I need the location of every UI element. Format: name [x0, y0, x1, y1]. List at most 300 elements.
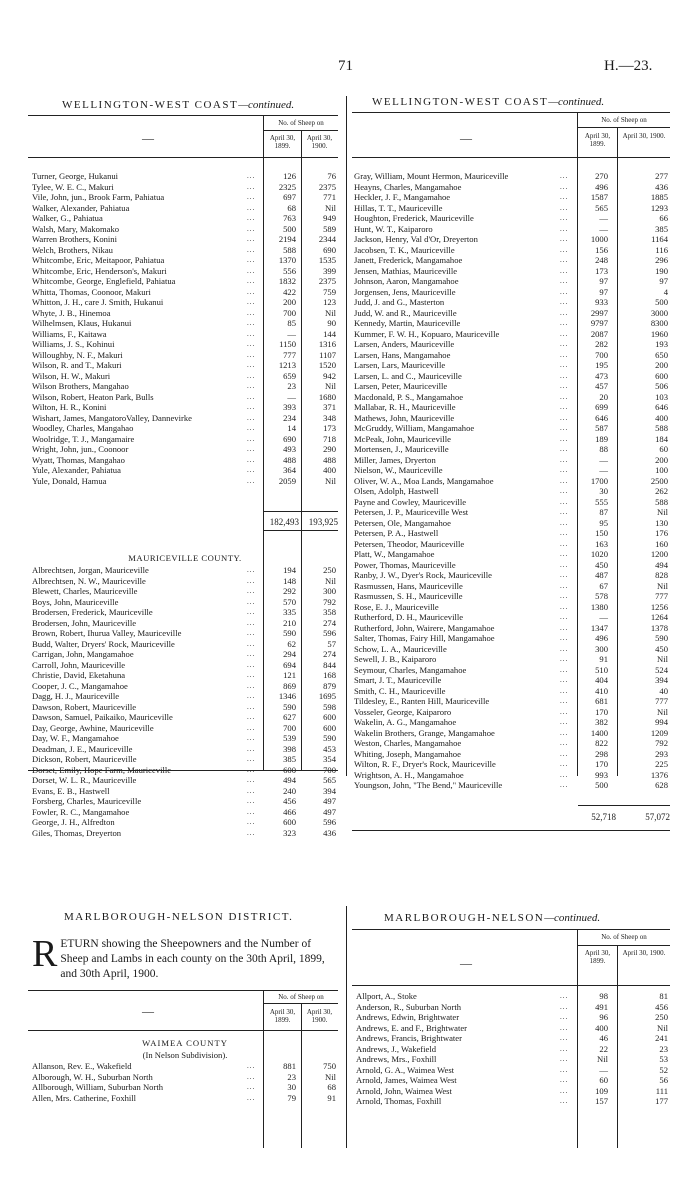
sheep-1900: 123	[323, 297, 336, 307]
intro-paragraph	[32, 933, 332, 982]
sheep-1900: 348	[323, 412, 336, 423]
sheep-1899: 404	[595, 675, 608, 685]
table-row	[32, 455, 338, 466]
owner-name: Petersen, Ole, Mangamahoe	[354, 517, 451, 528]
sheep-1899: 700	[595, 349, 608, 360]
table-row	[356, 1002, 670, 1013]
sheep-1899: 777	[283, 349, 296, 360]
sheep-1899: 500	[595, 780, 608, 790]
owner-name: Kummer, F. W. H., Kopuaro, Mauriceville	[354, 328, 500, 339]
table-row	[354, 339, 670, 350]
sheep-1900: 1960	[650, 328, 668, 339]
table-row	[354, 255, 670, 266]
leader-dots: ...	[560, 697, 569, 705]
owner-name: Sewell, J. B., Kaiparoro	[354, 654, 437, 664]
owner-name: Johnson, Aaron, Mangamahoe	[354, 276, 459, 286]
sheep-1899: 681	[595, 696, 608, 706]
sheep-1900: 394	[323, 785, 336, 796]
sheep-1900: 200	[655, 454, 668, 465]
owner-name: Day, W. F., Mangamahoe	[32, 733, 119, 743]
rule	[264, 530, 338, 531]
sheep-1900: 628	[655, 780, 668, 790]
table-row	[32, 203, 338, 214]
owner-name: Whyte, J. B., Hinemoa	[32, 307, 111, 318]
sheep-1900: 524	[655, 664, 668, 675]
sheep-1900: 590	[655, 633, 668, 643]
table-row	[32, 586, 338, 597]
sheep-1899: 382	[595, 717, 608, 727]
sheep-1899: 488	[283, 454, 296, 465]
table-row	[32, 1061, 338, 1072]
sheep-1900: 598	[323, 701, 336, 712]
sheep-1900: 500	[655, 297, 668, 307]
sheep-1900: 700	[323, 764, 336, 775]
sheep-1900: 184	[655, 433, 668, 444]
sheep-1899: 195	[595, 360, 608, 370]
sheep-1899: 300	[595, 643, 608, 654]
leader-dots: ...	[247, 1062, 256, 1070]
left-section-title	[62, 99, 294, 111]
owner-name: Judd, W. and R., Mauriceville	[354, 307, 457, 318]
sheep-1899: 1150	[279, 339, 296, 349]
owner-name: Heayns, Charles, Mangamahoe	[354, 181, 462, 192]
leader-dots: ...	[247, 266, 256, 275]
table-row	[356, 1023, 670, 1034]
rule	[577, 945, 670, 946]
table-row	[32, 744, 338, 755]
owner-name: Youngson, John, "The Bend," Mauriceville	[354, 780, 503, 790]
table-row	[32, 318, 338, 329]
leader-dots: ...	[247, 308, 256, 317]
sheep-1899: 398	[283, 743, 296, 754]
owner-name: Olsen, Adolph, Hastwell	[354, 486, 439, 496]
owner-name: Walker, G., Pahiatua	[32, 213, 103, 223]
owner-name: Williams, J. S., Kohinui	[32, 339, 115, 349]
leader-dots: ...	[247, 476, 256, 485]
owner-name: Wilson, H. W., Makuri	[32, 370, 111, 381]
sheep-1899: 496	[595, 633, 608, 643]
sheep-1899: 600	[283, 817, 296, 827]
leader-dots: ...	[247, 329, 256, 338]
owner-name: Dagg, H. J., Mauriceville	[32, 691, 120, 701]
sheep-1899: 156	[595, 244, 608, 255]
table-row	[356, 1033, 670, 1044]
sheep-1900: 2344	[318, 234, 336, 244]
owner-name: Brown, Robert, Ihurua Valley, Mauriceville	[32, 628, 182, 638]
col-head-title-marl: No. of Sheep on	[278, 993, 324, 1001]
sheep-1899: 1370	[278, 255, 296, 265]
sheep-1899: 570	[283, 596, 296, 607]
owner-name: Carrigan, John, Mangamahoe	[32, 649, 134, 659]
table-row	[32, 807, 338, 818]
owner-name: Power, Thomas, Mauriceville	[354, 559, 456, 570]
leader-dots: ...	[560, 1002, 569, 1011]
leader-dots: ...	[247, 445, 256, 453]
owner-name: Turner, George, Hukanui	[32, 171, 119, 181]
sheep-1900: 1200	[650, 549, 668, 559]
sheep-1900: 844	[323, 659, 336, 670]
sheep-1900: 2375	[318, 181, 336, 192]
sheep-1899: 79	[287, 1092, 296, 1103]
sheep-1900: 274	[323, 649, 336, 659]
table-row	[354, 171, 670, 182]
sheep-1900: 436	[655, 181, 668, 192]
leader-dots: ...	[247, 466, 256, 474]
sheep-1900: 293	[655, 748, 668, 759]
sheep-1900: 53	[659, 1054, 668, 1064]
owner-name: Dorset, W. L. R., Mauriceville	[32, 775, 137, 785]
table-row	[32, 796, 338, 807]
table-row	[32, 681, 338, 692]
table-row	[356, 1096, 670, 1107]
table-row	[32, 1093, 338, 1104]
sheep-1900: Nil	[657, 706, 668, 717]
right-total-1899: 52,718	[591, 812, 616, 822]
table-row	[32, 308, 338, 319]
owner-name: Petersen, J. P., Mauriceville West	[354, 507, 469, 517]
table-row	[32, 402, 338, 413]
leader-dots: ...	[247, 434, 256, 443]
owner-name: Giles, Thomas, Dreyerton	[32, 827, 122, 838]
leader-dots: ...	[560, 560, 569, 569]
sheep-1900: 400	[323, 465, 336, 475]
rule	[352, 112, 670, 113]
sheep-1900: 828	[655, 570, 668, 580]
rule	[28, 1030, 338, 1031]
owner-name: Forsberg, Charles, Mauriceville	[32, 796, 142, 806]
sheep-1900: 1209	[650, 727, 668, 738]
sheep-1899: 1832	[278, 276, 296, 286]
sheep-1899: 91	[599, 654, 608, 664]
table-row	[32, 287, 338, 298]
table-row	[354, 591, 670, 602]
sheep-1900: 1680	[318, 391, 336, 402]
leader-dots: ...	[560, 718, 569, 726]
owner-name: Arnold, G. A., Waimea West	[356, 1064, 455, 1075]
sheep-1899: 20	[599, 391, 608, 402]
sheep-1899: 97	[599, 276, 608, 286]
owner-name: Jacobsen, T. K., Mauriceville	[354, 244, 455, 255]
sheep-1899: 292	[283, 586, 296, 596]
table-row	[354, 297, 670, 308]
table-row	[32, 597, 338, 608]
table-row	[32, 182, 338, 193]
table-row	[32, 565, 338, 576]
leader-dots: ...	[247, 224, 256, 233]
leader-dots: ...	[247, 455, 256, 464]
table-row	[356, 1086, 670, 1097]
sheep-1899: 194	[283, 565, 296, 575]
table-row	[32, 670, 338, 681]
intro-text: ETURN showing the Sheepowners and the Number of Sheep and Lambs in each county on the 30th April, 1899, and 30th April, 1900.	[60, 938, 325, 980]
sheep-1900: 453	[323, 743, 336, 754]
table-row	[354, 707, 670, 718]
table-row	[32, 775, 338, 786]
table-row	[356, 1075, 670, 1086]
sheep-1899: 556	[283, 265, 296, 276]
sheep-1899: 2194	[278, 234, 296, 244]
left-title-suffix: —continued.	[238, 99, 295, 111]
owner-name: Rasmussen, Hans, Mauriceville	[354, 580, 463, 591]
sheep-1900: 76	[327, 171, 336, 181]
sheep-1900: 68	[327, 1082, 336, 1092]
leader-dots: ...	[247, 424, 256, 432]
sheep-1900: 488	[323, 454, 336, 465]
sheep-1899: 14	[287, 423, 296, 433]
sheep-1899: 173	[595, 265, 608, 276]
table-row	[32, 213, 338, 224]
sheep-1900: 1695	[318, 691, 336, 701]
owner-name: Tildesley, E., Ranten Hill, Mauriceville	[354, 696, 490, 706]
page-number: 71	[338, 58, 353, 74]
sheep-1900: 385	[655, 223, 668, 234]
leader-dots: ...	[560, 340, 569, 348]
sheep-1899: 869	[283, 680, 296, 691]
col-head-1899-marl-right: April 30, 1899.	[584, 949, 611, 965]
sheep-1900: 1293	[650, 202, 668, 213]
owner-name: Andrews, Edwin, Brightwater	[356, 1012, 460, 1022]
sheep-1899: 697	[283, 192, 296, 202]
owner-name: Allanson, Rev. E., Wakefield	[32, 1061, 132, 1071]
sheep-1900: 130	[655, 517, 668, 528]
sheep-1899: —	[599, 1064, 608, 1075]
owner-name: Mortensen, J., Mauriceville	[354, 444, 449, 454]
sheep-1900: 994	[655, 717, 668, 727]
sheep-1900: Nil	[325, 575, 336, 586]
owner-name: George, J. H., Alfredton	[32, 817, 115, 827]
table-row	[354, 350, 670, 361]
table-row	[32, 828, 338, 839]
sheep-1900: 1885	[650, 192, 668, 202]
sheep-1900: 262	[655, 486, 668, 496]
marlborough-title: MARLBOROUGH-NELSON DISTRICT.	[64, 911, 294, 923]
table-row	[354, 770, 670, 781]
leader-dots: ...	[560, 434, 569, 443]
sheep-1900: 193	[655, 339, 668, 349]
leader-dots: ...	[560, 686, 569, 695]
owner-name: Alborough, W. H., Suburban North	[32, 1071, 153, 1082]
table-row	[354, 623, 670, 634]
leader-dots: ...	[560, 749, 569, 758]
mauriceville-heading: MAURICEVILLE COUNTY.	[128, 553, 242, 563]
sheep-1899: 23	[287, 381, 296, 391]
table-row	[32, 381, 338, 392]
sheep-1899: 1347	[590, 622, 608, 633]
sheep-1900: 116	[655, 244, 668, 255]
sheep-1899: 700	[283, 307, 296, 318]
owner-name: Blewett, Charles, Mauriceville	[32, 586, 138, 596]
sheep-1899: 2087	[590, 328, 608, 339]
leader-dots: ...	[247, 786, 256, 795]
sheep-1899: 400	[595, 1022, 608, 1033]
table-row	[354, 728, 670, 739]
leader-dots: ...	[560, 707, 569, 716]
sheep-1900: 66	[659, 213, 668, 223]
owner-name: Wyatt, Thomas, Mangahao	[32, 454, 125, 465]
owner-name: Whitton, J. H., care J. Smith, Hukanui	[32, 297, 164, 307]
leader-dots: ...	[560, 403, 569, 411]
sheep-1900: 111	[655, 1085, 668, 1096]
owner-name: Arnold, Thomas, Foxhill	[356, 1096, 442, 1106]
sheep-1900: 277	[655, 171, 668, 181]
table-row	[32, 607, 338, 618]
leader-dots: ...	[247, 650, 256, 658]
sheep-1900: 1520	[318, 360, 336, 370]
table-row	[354, 686, 670, 697]
table-row	[354, 602, 670, 613]
marl-right-title-suffix: —continued.	[544, 912, 601, 924]
sheep-1899: 1380	[590, 601, 608, 612]
sheep-1899: —	[599, 454, 608, 465]
leader-dots: ...	[247, 734, 256, 742]
owner-name: Rutherford, John, Wairere, Mangamahoe	[354, 622, 495, 633]
sheep-1900: 942	[323, 370, 336, 381]
table-row	[356, 1012, 670, 1023]
rule	[28, 157, 338, 158]
leader-dots: ...	[247, 287, 256, 296]
leader-dots: ...	[247, 1083, 256, 1091]
sheep-1899: 60	[599, 1075, 608, 1085]
owner-name: Andrews, Mrs., Foxhill	[356, 1054, 437, 1064]
sheep-1900: Nil	[657, 1022, 668, 1033]
sheep-1899: 67	[599, 580, 608, 591]
owner-name: Whitta, Thomas, Coonoor, Makuri	[32, 286, 151, 297]
sheep-1899: 234	[283, 412, 296, 423]
owner-name: Mallabar, R. H., Mauriceville	[354, 402, 456, 412]
left-total-1899: 182,493	[269, 517, 299, 527]
table-row	[354, 738, 670, 749]
leader-dots: ...	[247, 245, 256, 254]
left-total-1900: 193,925	[308, 517, 338, 527]
table-row	[354, 570, 670, 581]
right-total-1900: 57,072	[645, 812, 670, 822]
sheep-1900: 1378	[650, 622, 668, 633]
table-row	[354, 245, 670, 256]
table-row	[32, 817, 338, 828]
leader-dots: ...	[247, 235, 256, 243]
leader-dots: ...	[247, 587, 256, 595]
leader-dots: ...	[560, 655, 569, 663]
table-row	[354, 581, 670, 592]
table-row	[32, 712, 338, 723]
right-section-title	[372, 96, 604, 108]
table-row	[32, 733, 338, 744]
sheep-1900: 394	[655, 675, 668, 685]
sheep-1899: 282	[595, 339, 608, 349]
sheep-1899: 96	[599, 1012, 608, 1022]
leader-dots: ...	[247, 702, 256, 711]
name-col-dash-marl-right: —	[460, 956, 472, 970]
sheep-1900: 91	[327, 1092, 336, 1103]
leader-dots: ...	[560, 644, 569, 653]
sheep-1900: 358	[323, 607, 336, 617]
owner-name: Vosseler, George, Kaiparoro	[354, 706, 452, 717]
owner-name: Larsen, Anders, Mauriceville	[354, 339, 455, 349]
table-row	[354, 465, 670, 476]
sheep-1900: 792	[655, 738, 668, 748]
sheep-1900: Nil	[325, 381, 336, 391]
sheep-1899: 157	[595, 1096, 608, 1106]
leader-dots: ...	[560, 1013, 569, 1021]
owner-name: Willoughby, N. F., Makuri	[32, 349, 123, 360]
leader-dots: ...	[247, 566, 256, 574]
sheep-1900: Nil	[657, 654, 668, 664]
owner-name: Fowler, R. C., Mangamahoe	[32, 806, 130, 817]
table-row	[32, 639, 338, 650]
sheep-1900: 300	[323, 586, 336, 596]
leader-dots: ...	[560, 781, 569, 789]
owner-name: Cooper, J. C., Mangamahoe	[32, 680, 128, 691]
sheep-1899: 68	[287, 202, 296, 213]
sheep-1899: 240	[283, 785, 296, 796]
owner-name: Christie, David, Eketahuna	[32, 670, 126, 680]
leader-dots: ...	[247, 797, 256, 805]
sheep-1899: 170	[595, 706, 608, 717]
leader-dots: ...	[560, 1065, 569, 1074]
table-row	[354, 423, 670, 434]
owner-name: Arnold, John, Waimea West	[356, 1085, 452, 1096]
sheep-1899: 578	[595, 591, 608, 601]
sheep-1900: 456	[655, 1001, 668, 1012]
table-row	[356, 1065, 670, 1076]
marlborough-right-table	[356, 991, 670, 1107]
sheep-1899: 30	[599, 486, 608, 496]
owner-name: Mathews, John, Mauriceville	[354, 412, 455, 423]
sheep-1899: 385	[283, 754, 296, 764]
sheep-1900: 173	[323, 423, 336, 433]
owner-name: Allborough, William, Suburban North	[32, 1082, 164, 1092]
table-row	[32, 576, 338, 587]
sheep-1899: 1213	[278, 360, 296, 370]
table-row	[32, 465, 338, 476]
table-row	[32, 276, 338, 287]
table-row	[354, 203, 670, 214]
leader-dots: ...	[560, 634, 569, 642]
sheep-1900: 296	[655, 255, 668, 265]
sheep-1900: 225	[655, 759, 668, 769]
sheep-1900: 1316	[318, 339, 336, 349]
table-row	[32, 702, 338, 713]
table-row	[354, 402, 670, 413]
leader-dots: ...	[560, 571, 569, 579]
sheep-1899: 539	[283, 733, 296, 743]
leader-dots: ...	[560, 1076, 569, 1084]
owner-name: Wrightson, A. H., Mangamahoe	[354, 769, 464, 780]
owner-name: Hillas, T. T., Mauriceville	[354, 202, 443, 213]
leader-dots: ...	[247, 755, 256, 763]
sheep-1899: 1400	[590, 727, 608, 738]
owner-name: Kennedy, Martin, Mauriceville	[354, 318, 461, 328]
table-row	[354, 749, 670, 760]
leader-dots: ...	[247, 723, 256, 732]
sheep-1900: 60	[659, 444, 668, 454]
sheep-1899: 555	[595, 496, 608, 507]
right-top-table	[354, 171, 670, 791]
sheep-1899: 62	[287, 638, 296, 649]
leader-dots: ...	[560, 445, 569, 453]
sheep-1899: 148	[283, 575, 296, 586]
sheep-1900: 90	[327, 318, 336, 328]
table-row	[354, 392, 670, 403]
sheep-1900: 750	[323, 1061, 336, 1071]
sheep-1899: 1346	[278, 691, 296, 701]
leader-dots: ...	[247, 392, 256, 401]
sheep-1900: 565	[323, 775, 336, 785]
sheep-1900: 792	[323, 596, 336, 607]
table-row	[32, 649, 338, 660]
table-row	[32, 444, 338, 455]
sheep-1899: 298	[595, 748, 608, 759]
